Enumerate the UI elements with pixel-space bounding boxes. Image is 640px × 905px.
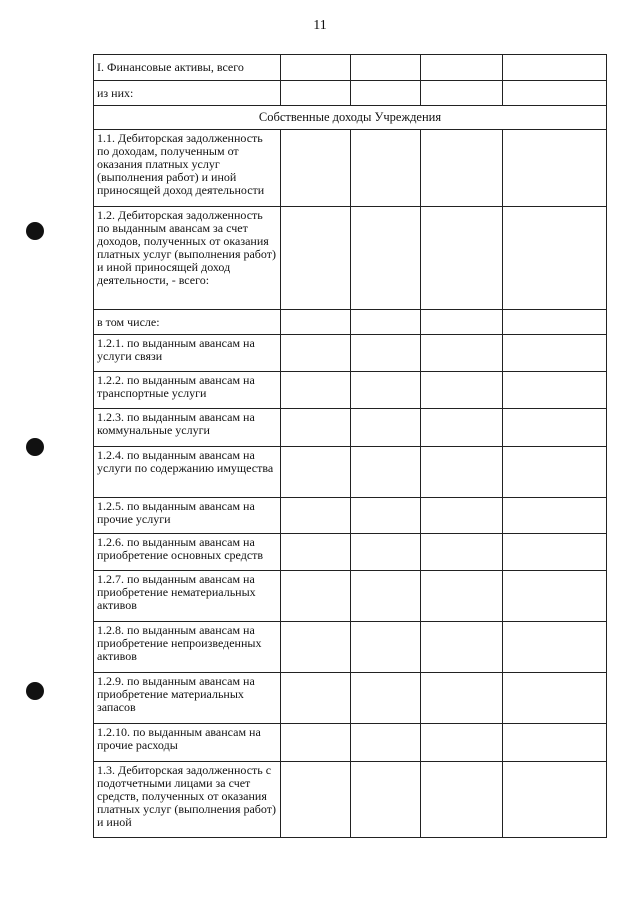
- value-cell: [351, 534, 421, 571]
- table-row: [94, 372, 607, 409]
- table-row: [94, 130, 607, 207]
- value-cell: [503, 571, 607, 622]
- value-cell: [281, 372, 351, 409]
- value-cell: [281, 571, 351, 622]
- value-cell: [421, 130, 503, 207]
- value-cell: [281, 534, 351, 571]
- table-row: [94, 571, 607, 622]
- value-cell: [421, 335, 503, 372]
- value-cell: [351, 130, 421, 207]
- punch-hole-marker: [26, 682, 44, 700]
- value-cell: [351, 207, 421, 310]
- table-row: [94, 447, 607, 498]
- value-cell: [503, 81, 607, 106]
- value-cell: [503, 130, 607, 207]
- value-cell: [421, 498, 503, 534]
- value-cell: [351, 447, 421, 498]
- table-row: [94, 207, 607, 310]
- value-cell: [351, 409, 421, 447]
- table-row: [94, 498, 607, 534]
- row-label: 1.2.9. по выданным авансам на приобретение материальных запасов: [94, 673, 281, 724]
- value-cell: [421, 724, 503, 762]
- row-label: 1.2. Дебиторская задолженность по выданным авансам за счет доходов, полученных от оказания платных услуг (выполнения работ) и иной приносящей доход деятельности, - всего:: [94, 207, 281, 310]
- value-cell: [421, 571, 503, 622]
- row-label: 1.2.6. по выданным авансам на приобретение основных средств: [94, 534, 281, 571]
- value-cell: [421, 310, 503, 335]
- value-cell: [503, 335, 607, 372]
- table-row: [94, 81, 607, 106]
- punch-hole-marker: [26, 222, 44, 240]
- value-cell: [351, 335, 421, 372]
- value-cell: [281, 622, 351, 673]
- value-cell: [281, 335, 351, 372]
- value-cell: [351, 762, 421, 838]
- table-row: [94, 310, 607, 335]
- value-cell: [503, 409, 607, 447]
- value-cell: [421, 55, 503, 81]
- value-cell: [351, 673, 421, 724]
- section-title: Собственные доходы Учреждения: [94, 106, 607, 130]
- value-cell: [281, 498, 351, 534]
- value-cell: [351, 622, 421, 673]
- value-cell: [421, 447, 503, 498]
- value-cell: [503, 724, 607, 762]
- value-cell: [421, 673, 503, 724]
- row-label: 1.2.1. по выданным авансам на услуги связи: [94, 335, 281, 372]
- table-row: [94, 622, 607, 673]
- value-cell: [351, 724, 421, 762]
- punch-hole-marker: [26, 438, 44, 456]
- value-cell: [503, 498, 607, 534]
- value-cell: [503, 310, 607, 335]
- row-label: 1.2.5. по выданным авансам на прочие услуги: [94, 498, 281, 534]
- value-cell: [351, 55, 421, 81]
- value-cell: [503, 447, 607, 498]
- row-label: 1.2.8. по выданным авансам на приобретение непроизведенных активов: [94, 622, 281, 673]
- value-cell: [281, 207, 351, 310]
- row-label: 1.3. Дебиторская задолженность с подотчетными лицами за счет средств, полученных от оказания платных услуг (выполнения работ) и иной: [94, 762, 281, 838]
- row-label: 1.1. Дебиторская задолженность по доходам, полученным от оказания платных услуг (выполнения работ) и иной приносящей доход деятельности: [94, 130, 281, 207]
- row-label: I. Финансовые активы, всего: [94, 55, 281, 81]
- value-cell: [281, 55, 351, 81]
- value-cell: [281, 81, 351, 106]
- table-row: [94, 724, 607, 762]
- value-cell: [351, 498, 421, 534]
- row-label: 1.2.10. по выданным авансам на прочие расходы: [94, 724, 281, 762]
- value-cell: [351, 81, 421, 106]
- table-row: [94, 762, 607, 838]
- financial-assets-table: [93, 54, 607, 838]
- value-cell: [421, 81, 503, 106]
- value-cell: [421, 534, 503, 571]
- value-cell: [281, 673, 351, 724]
- row-label: из них:: [94, 81, 281, 106]
- table-row: [94, 409, 607, 447]
- value-cell: [503, 762, 607, 838]
- value-cell: [421, 762, 503, 838]
- value-cell: [281, 310, 351, 335]
- table-row: [94, 335, 607, 372]
- section-header-row: [94, 106, 607, 130]
- table-row: [94, 55, 607, 81]
- value-cell: [421, 372, 503, 409]
- value-cell: [421, 207, 503, 310]
- row-label: 1.2.2. по выданным авансам на транспортные услуги: [94, 372, 281, 409]
- value-cell: [281, 130, 351, 207]
- table-row: [94, 534, 607, 571]
- value-cell: [503, 622, 607, 673]
- row-label: 1.2.7. по выданным авансам на приобретение нематериальных активов: [94, 571, 281, 622]
- value-cell: [503, 534, 607, 571]
- value-cell: [281, 409, 351, 447]
- value-cell: [351, 372, 421, 409]
- value-cell: [351, 571, 421, 622]
- value-cell: [281, 447, 351, 498]
- value-cell: [503, 372, 607, 409]
- row-label: 1.2.4. по выданным авансам на услуги по содержанию имущества: [94, 447, 281, 498]
- value-cell: [503, 673, 607, 724]
- value-cell: [503, 55, 607, 81]
- value-cell: [421, 622, 503, 673]
- value-cell: [281, 724, 351, 762]
- row-label: 1.2.3. по выданным авансам на коммунальные услуги: [94, 409, 281, 447]
- page-number: 11: [313, 18, 327, 33]
- value-cell: [421, 409, 503, 447]
- table-row: [94, 673, 607, 724]
- value-cell: [503, 207, 607, 310]
- value-cell: [281, 762, 351, 838]
- row-label: в том числе:: [94, 310, 281, 335]
- value-cell: [351, 310, 421, 335]
